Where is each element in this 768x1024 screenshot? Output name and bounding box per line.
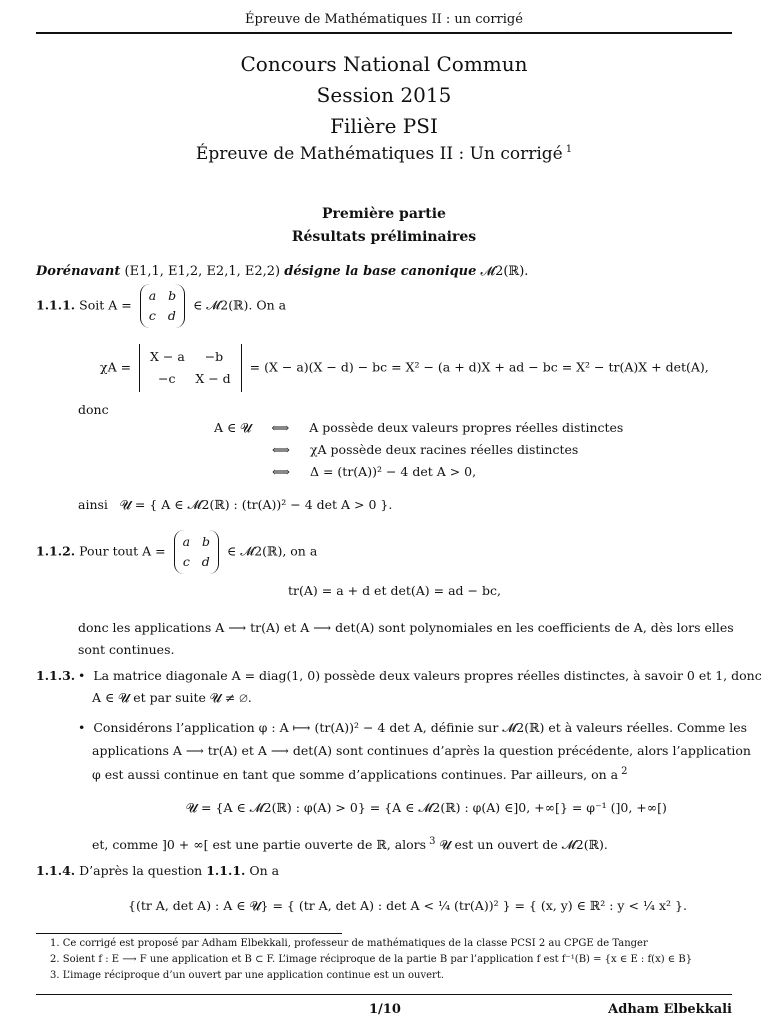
matrix-entry: c: [182, 554, 190, 569]
q112-label: 1.1.2.: [36, 543, 76, 559]
q111-equiv-2: [256, 442, 578, 457]
equiv-lhs: A ∈ 𝓤: [214, 420, 252, 435]
iff-symbol: ⟺: [272, 464, 290, 479]
part-name: Résultats préliminaires: [291, 229, 477, 245]
equiv-rhs: Δ = (tr(A))² − 4 det A > 0,: [309, 464, 477, 479]
matrix-entry: b: [168, 288, 177, 303]
q111-statement: [36, 284, 286, 328]
det-entry: −c: [158, 371, 176, 386]
q113-bullet-2-line-2: applications A ⟶ tr(A) et A ⟶ det(A) sont continues d’après la question précédente, alors l’application: [92, 743, 751, 758]
q113-after: [92, 836, 608, 853]
footnote-3: 3. L’image réciproque d’un ouvert par une application continue est un ouvert.: [50, 970, 445, 981]
subtitle-text: Épreuve de Mathématiques II : Un corrigé: [195, 144, 563, 164]
q112-matrix: [174, 530, 219, 574]
q111-matrix: [140, 284, 185, 328]
ainsi-word: ainsi: [78, 497, 108, 512]
q113-label-text: 1.1.3.: [36, 668, 76, 683]
chi-lhs: χA =: [100, 359, 132, 375]
q114-label: 1.1.4.: [36, 863, 76, 878]
q113-bullet-2-line-3: [92, 766, 627, 782]
q111-donc: donc: [78, 402, 109, 417]
q111-text-b: ∈ 𝓜2(ℝ). On a: [193, 297, 287, 313]
q114-formula: {(tr A, det A) : A ∈ 𝓤} = { (tr A, det A) : det A < ¼ (tr(A))² } = { (x, y) ∈ ℝ² : y < ¼ x² }.: [128, 898, 687, 913]
q113-bullet-2-line-1: • Considérons l’application φ : A ⟼ (tr(A))² − 4 det A, définie sur 𝓜2(ℝ) et à valeurs réelles. Comme les: [78, 720, 748, 735]
det-entry: X − a: [150, 349, 185, 364]
chi-determinant: [139, 344, 242, 392]
bullet-text: Considérons l’application φ : A ⟼ (tr(A))² − 4 det A, définie sur 𝓜2(ℝ) et à valeurs réelles. Comme les: [93, 720, 748, 735]
q114-text-a: D’après la question: [79, 863, 203, 878]
matrix-entry: d: [201, 554, 210, 569]
title-line-1: Concours National Commun: [240, 52, 528, 76]
part-number: Première partie: [322, 206, 446, 222]
det-entry: X − d: [195, 371, 231, 386]
intro-space: 𝓜2(ℝ).: [480, 264, 529, 279]
after-text: 𝓤 est un ouvert de 𝓜2(ℝ).: [439, 837, 608, 853]
q111-label: 1.1.1.: [36, 297, 76, 313]
bullet-text: La matrice diagonale A = diag(1, 0) possède deux valeurs propres réelles distinctes, à savoir 0 et 1, donc: [93, 668, 762, 683]
title-line-4: [0, 144, 768, 164]
intro-basis: (E1,1, E1,2, E2,1, E2,2): [124, 264, 281, 279]
q114-ref: 1.1.1.: [206, 863, 246, 878]
equiv-rhs: χA possède deux racines réelles distinctes: [309, 442, 579, 457]
q112-formula: tr(A) = a + d et det(A) = ad − bc,: [288, 583, 501, 598]
matrix-entry: b: [202, 534, 211, 549]
q112-conclusion-2: sont continues.: [78, 642, 175, 657]
q112-text-a: Pour tout A =: [79, 543, 166, 559]
q114-text-b: On a: [249, 863, 280, 878]
title-line-2: Session 2015: [316, 83, 452, 107]
matrix-entry: a: [148, 288, 157, 303]
chi-rhs: = (X − a)(X − d) − bc = X² − (a + d)X + ad − bc = X² − tr(A)X + det(A),: [249, 359, 709, 375]
q111-chi-equation: [100, 344, 709, 392]
footnote-mark-3: 3: [429, 836, 436, 847]
footnote-mark-2: 2: [621, 766, 628, 777]
q111-equiv-1: [214, 420, 623, 436]
q114-statement: [36, 863, 279, 878]
intro-bold-2: désigne la base canonique: [284, 264, 477, 279]
q113-label: [36, 668, 75, 683]
header-rule: [36, 32, 732, 34]
iff-symbol: ⟺: [271, 420, 290, 435]
q113-formula: 𝓤 = {A ∈ 𝓜2(ℝ) : φ(A) > 0} = {A ∈ 𝓜2(ℝ) : φ(A) ∈]0, +∞[} = φ⁻¹ (]0, +∞[): [186, 800, 667, 815]
footnote-2: 2. Soient f : E ⟶ F une application et B ⊂ F. L’image réciproque de la partie B par l’application f est f⁻¹(B) = {x ∈ E : f(x) ∈ B}: [50, 954, 693, 965]
equiv-rhs: A possède deux valeurs propres réelles distinctes: [309, 420, 624, 435]
footnote-mark-1: 1: [565, 144, 573, 156]
footnote-rule: [36, 933, 342, 934]
title-line-3: Filière PSI: [330, 114, 438, 138]
page-number: 1/10: [369, 1002, 401, 1017]
footnote-1: 1. Ce corrigé est proposé par Adham Elbekkali, professeur de mathématiques de la classe PCSI 2 au CPGE de Tanger: [50, 938, 648, 949]
bullet-text: φ est aussi continue en tant que somme d’applications continues. Par ailleurs, on a: [92, 767, 619, 783]
det-entry: −b: [204, 349, 224, 364]
footer-rule: [36, 994, 732, 995]
q112-statement: [36, 530, 317, 574]
q111-text-a: Soit A =: [79, 297, 132, 313]
q111-set-line: [78, 497, 392, 513]
after-text: et, comme ]0 + ∞[ est une partie ouverte de ℝ, alors: [92, 837, 427, 853]
intro-line: [36, 264, 528, 279]
matrix-entry: d: [167, 308, 176, 323]
running-header: Épreuve de Mathématiques II : un corrigé: [245, 12, 523, 27]
q112-text-b: ∈ 𝓜2(ℝ), on a: [227, 543, 318, 559]
q113-bullet-1-line-1: • La matrice diagonale A = diag(1, 0) possède deux valeurs propres réelles distinctes, à savoir 0 et 1, donc: [78, 668, 762, 683]
author-name: Adham Elbekkali: [608, 1002, 732, 1017]
set-u-definition: 𝓤 = { A ∈ 𝓜2(ℝ) : (tr(A))² − 4 det A > 0 }.: [119, 497, 393, 512]
intro-bold-1: Dorénavant: [36, 264, 121, 279]
q112-conclusion-1: donc les applications A ⟶ tr(A) et A ⟶ det(A) sont polynomiales en les coefficients de A, dès lors elles: [78, 620, 734, 635]
q113-bullet-1-line-2: A ∈ 𝓤 et par suite 𝓤 ≠ ∅.: [92, 690, 252, 705]
q111-equiv-3: [256, 464, 476, 479]
iff-symbol: ⟺: [272, 442, 290, 457]
matrix-entry: c: [148, 308, 156, 323]
matrix-entry: a: [182, 534, 191, 549]
